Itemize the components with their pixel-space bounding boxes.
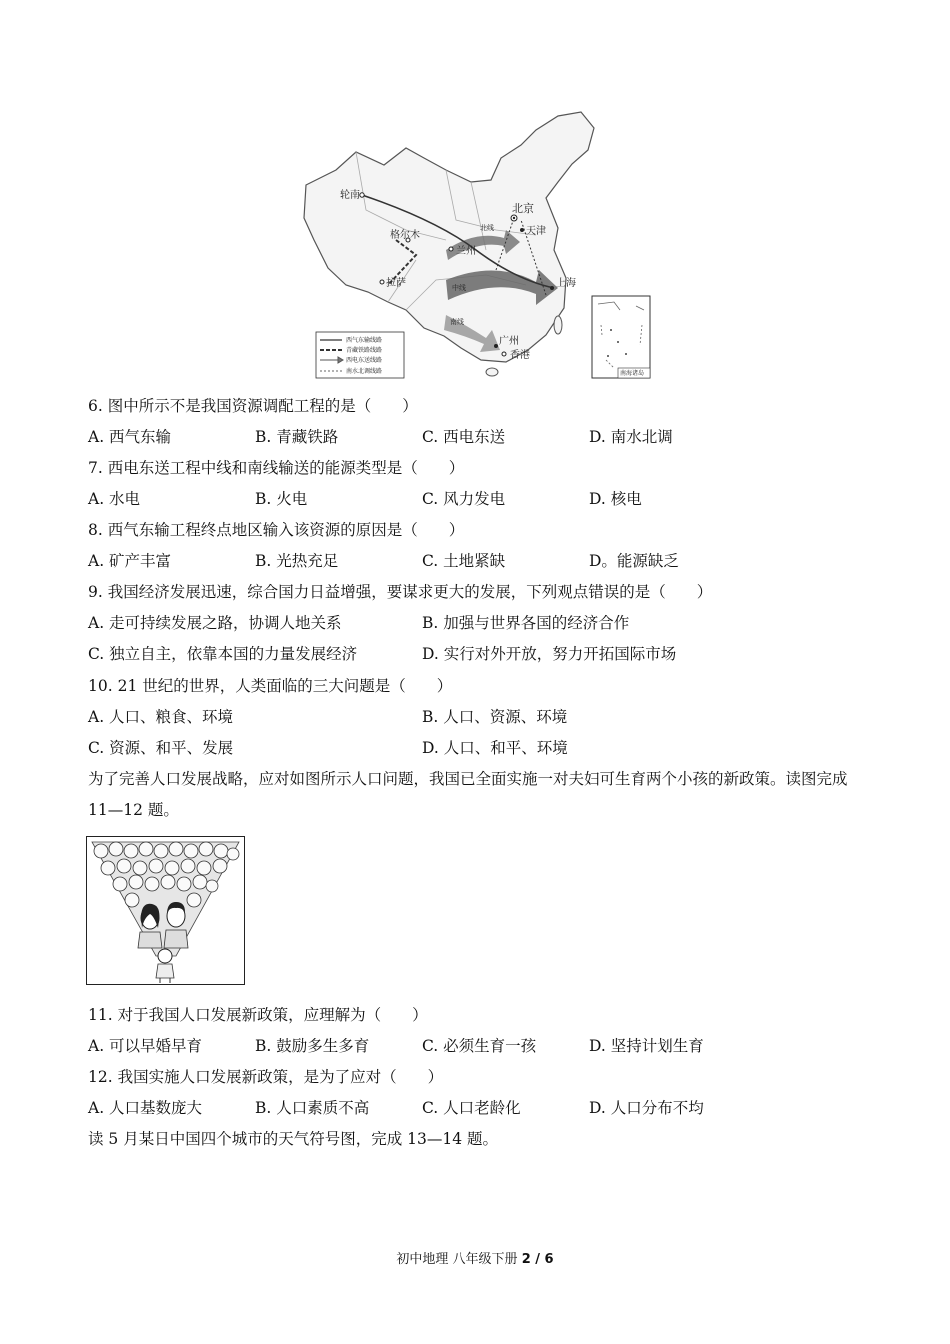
q6-option-c: C. 西电东送 bbox=[422, 428, 506, 446]
q12-option-b: B. 人口素质不高 bbox=[255, 1099, 370, 1117]
intro-13-14: 读 5 月某日中国四个城市的天气符号图，完成 13—14 题。 bbox=[88, 1130, 499, 1148]
question-6-stem: 6. 图中所示不是我国资源调配工程的是（ ） bbox=[88, 397, 418, 415]
city-tianjin: 天津 bbox=[526, 226, 546, 237]
inset-label: 南海诸岛 bbox=[620, 370, 645, 377]
q11-option-a: A. 可以早婚早育 bbox=[88, 1037, 203, 1055]
q9-option-a: A. 走可持续发展之路，协调人地关系 bbox=[88, 614, 342, 632]
question-8-stem: 8. 西气东输工程终点地区输入该资源的原因是（ ） bbox=[88, 521, 465, 539]
resource-allocation-map bbox=[296, 110, 656, 382]
q9-option-b: B. 加强与世界各国的经济合作 bbox=[422, 614, 630, 632]
q11-option-b: B. 鼓励多生多育 bbox=[255, 1037, 370, 1055]
question-9-stem: 9. 我国经济发展迅速，综合国力日益增强，要谋求更大的发展，下列观点错误的是（ ） bbox=[88, 583, 713, 601]
city-hongkong: 香港 bbox=[510, 350, 530, 361]
city-shanghai: 上海 bbox=[556, 278, 576, 289]
q11-option-c: C. 必须生育一孩 bbox=[422, 1037, 537, 1055]
q8-option-a: A. 矿产丰富 bbox=[88, 552, 172, 570]
map-legend bbox=[316, 332, 404, 378]
q12-option-d: D. 人口分布不均 bbox=[589, 1099, 704, 1117]
question-7-stem: 7. 西电东送工程中线和南线输送的能源类型是（ ） bbox=[88, 459, 465, 477]
q10-option-c: C. 资源、和平、发展 bbox=[88, 739, 234, 757]
q10-option-b: B. 人口、资源、环境 bbox=[422, 708, 568, 726]
question-10-stem: 10. 21 世纪的世界，人类面临的三大问题是（ ） bbox=[88, 677, 453, 695]
q6-option-d: D. 南水北调 bbox=[589, 428, 673, 446]
city-geermu: 格尔木 bbox=[390, 230, 420, 241]
q7-option-d: D. 核电 bbox=[589, 490, 642, 508]
population-pyramid-cartoon bbox=[86, 836, 245, 985]
q10-option-d: D. 人口、和平、环境 bbox=[422, 739, 568, 757]
q8-option-b: B. 光热充足 bbox=[255, 552, 339, 570]
q12-option-a: A. 人口基数庞大 bbox=[88, 1099, 203, 1117]
q7-option-c: C. 风力发电 bbox=[422, 490, 506, 508]
legend-power: 西电东送线路 bbox=[346, 357, 383, 364]
q12-option-c: C. 人口老龄化 bbox=[422, 1099, 521, 1117]
route-label-middle: 中线 bbox=[452, 284, 466, 292]
q9-option-c: C. 独立自主，依靠本国的力量发展经济 bbox=[88, 645, 358, 663]
page-footer bbox=[0, 1248, 950, 1267]
q11-option-d: D. 坚持计划生育 bbox=[589, 1037, 704, 1055]
q7-option-b: B. 火电 bbox=[255, 490, 308, 508]
child-figure bbox=[156, 949, 174, 983]
question-11-stem: 11. 对于我国人口发展新政策，应理解为（ ） bbox=[88, 1006, 428, 1024]
city-lanzhou: 兰州 bbox=[456, 246, 476, 257]
q8-option-c: C. 土地紧缺 bbox=[422, 552, 506, 570]
question-12-stem: 12. 我国实施人口发展新政策，是为了应对（ ） bbox=[88, 1068, 444, 1086]
route-label-north: 北线 bbox=[480, 224, 494, 232]
south-china-sea-inset bbox=[592, 296, 650, 378]
q10-option-a: A. 人口、粮食、环境 bbox=[88, 708, 234, 726]
footer-label: 初中地理 八年级下册 bbox=[396, 1252, 518, 1267]
city-lasa: 拉萨 bbox=[386, 278, 406, 289]
city-beijing: 北京 bbox=[512, 202, 534, 215]
page-number: 2 / 6 bbox=[521, 1252, 554, 1267]
city-guangzhou: 广州 bbox=[499, 336, 519, 347]
q6-option-a: A. 西气东输 bbox=[88, 428, 172, 446]
legend-water: 南水北调线路 bbox=[346, 368, 383, 375]
q7-option-a: A. 水电 bbox=[88, 490, 141, 508]
legend-gas: 西气东输线路 bbox=[346, 337, 383, 344]
q8-option-d: D。能源缺乏 bbox=[589, 552, 679, 570]
intro-11-12: 为了完善人口发展战略，应对如图所示人口问题，我国已全面实施一对夫妇可生育两个小孩的新政策。读图完成 11—12 题。 bbox=[88, 770, 848, 819]
q6-option-b: B. 青藏铁路 bbox=[255, 428, 339, 446]
route-label-south: 南线 bbox=[450, 318, 464, 326]
legend-railway: 青藏铁路线路 bbox=[346, 347, 383, 354]
city-lunnan: 轮南 bbox=[340, 190, 360, 201]
q9-option-d: D. 实行对外开放，努力开拓国际市场 bbox=[422, 645, 677, 663]
